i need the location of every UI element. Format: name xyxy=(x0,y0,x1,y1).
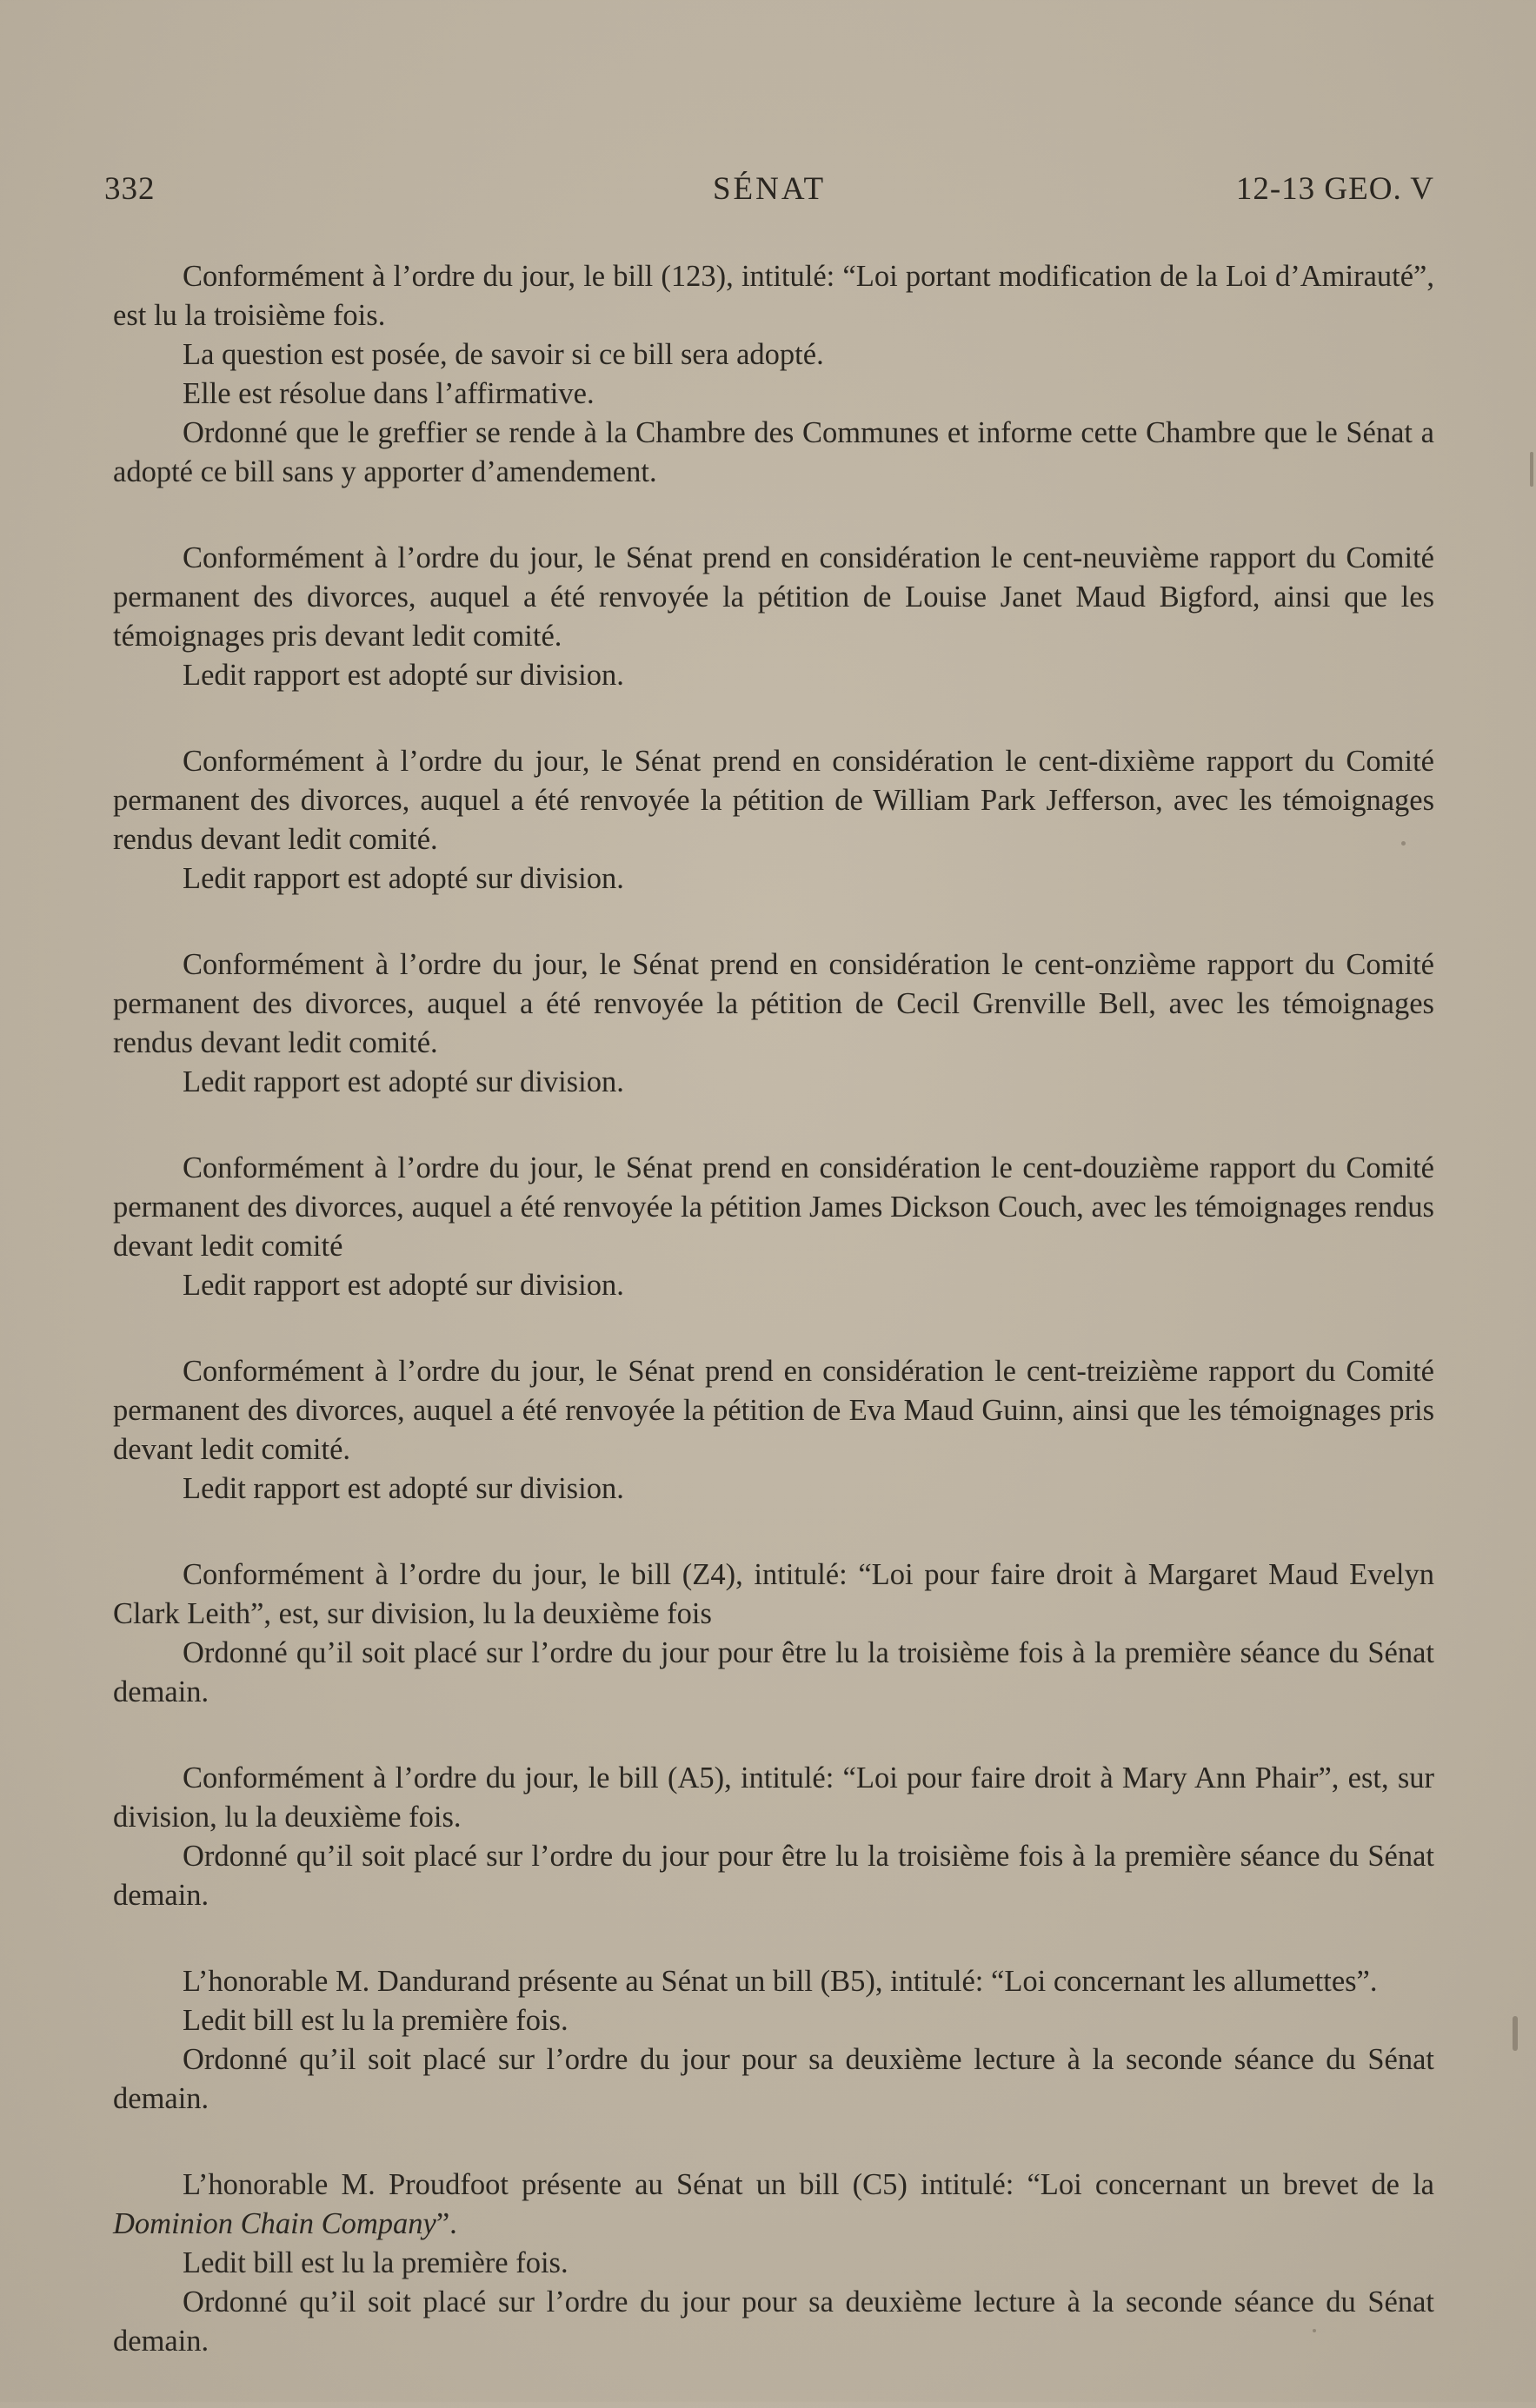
paper-speck xyxy=(1401,841,1406,846)
entry-report-111 xyxy=(113,945,1434,1102)
running-title: SÉNAT xyxy=(712,171,827,207)
paragraph-line: Ordonné qu’il soit placé sur l’ordre du jour pour sa deuxième lecture à la seconde séance du Sénat demain. xyxy=(113,2285,1434,2358)
paragraph-line: Ordonné qu’il soit placé sur l’ordre du jour pour être lu la troisième fois à la première séance du Sénat demain. xyxy=(113,1636,1434,1708)
paragraph-line: Conformément à l’ordre du jour, le Sénat prend en considération le cent-dixième rapport du Comité permanent des divorces, auquel a été renvoyée la pétition de William Park Jefferson, avec les témoignages rendus devant ledit comité. xyxy=(113,745,1434,856)
page-header xyxy=(104,170,1434,214)
paragraph-line: Ordonné qu’il soit placé sur l’ordre du jour pour être lu la troisième fois à la première séance du Sénat demain. xyxy=(113,1840,1434,1912)
paragraph-line: Conformément à l’ordre du jour, le Sénat prend en considération le cent-treizième rapport du Comité permanent des divorces, auquel a été renvoyée la pétition de Eva Maud Guinn, ainsi que les témoignages pris devant ledit comité. xyxy=(113,1355,1434,1466)
entry-bill-123 xyxy=(113,257,1434,492)
entry-report-113 xyxy=(113,1352,1434,1509)
entry-bill-a5 xyxy=(113,1759,1434,1915)
entry-report-112 xyxy=(113,1149,1434,1305)
paper-speck xyxy=(1513,2016,1518,2051)
paragraph-line: Conformément à l’ordre du jour, le bill (123), intitulé: “Loi portant modification de la Loi d’Amirauté”, est lu la troisième fois. xyxy=(113,260,1434,332)
paragraph-line: Ledit rapport est adopté sur division. xyxy=(183,1472,624,1505)
page-number: 332 xyxy=(104,171,156,207)
paragraph-line: Ledit rapport est adopté sur division. xyxy=(183,1065,624,1098)
paragraph-line: L’honorable M. Dandurand présente au Sénat un bill (B5), intitulé: “Loi concernant les allumettes”. xyxy=(183,1965,1378,1998)
journal-body xyxy=(113,257,1434,2408)
paper-speck xyxy=(1530,452,1533,487)
paragraph-line: La question est posée, de savoir si ce bill sera adopté. xyxy=(183,338,824,371)
paragraph-line: Ledit bill est lu la première fois. xyxy=(183,2246,569,2279)
paragraph-line: Conformément à l’ordre du jour, le bill (Z4), intitulé: “Loi pour faire droit à Margaret Maud Evelyn Clark Leith”, est, sur division, lu la deuxième fois xyxy=(113,1558,1434,1630)
company-name: Dominion Chain Company xyxy=(113,2207,436,2240)
session-label: 12-13 GEO. V xyxy=(1235,171,1434,207)
text-run: ”. xyxy=(436,2207,457,2240)
entry-bill-b5 xyxy=(113,1962,1434,2119)
paragraph-line: Ordonné qu’il soit placé sur l’ordre du jour pour sa deuxième lecture à la seconde séance du Sénat demain. xyxy=(113,2043,1434,2115)
paragraph-line: Ledit bill est lu la première fois. xyxy=(183,2004,569,2037)
paragraph-line: Ledit rapport est adopté sur division. xyxy=(183,1269,624,1302)
paragraph-line: Conformément à l’ordre du jour, le bill (A5), intitulé: “Loi pour faire droit à Mary Ann Phair”, est, sur division, lu la deuxième fois. xyxy=(113,1761,1434,1834)
text-run: L’honorable M. Proudfoot présente au Sénat un bill (C5) intitulé: “Loi concernant un brevet de la xyxy=(183,2168,1434,2201)
paragraph-line: Conformément à l’ordre du jour, le Sénat prend en considération le cent-onzième rapport du Comité permanent des divorces, auquel a été renvoyée la pétition de Cecil Grenville Bell, avec les témoignages rendus devant ledit comité. xyxy=(113,948,1434,1059)
paragraph-line: Conformément à l’ordre du jour, le Sénat prend en considération le cent-douzième rapport du Comité permanent des divorces, auquel a été renvoyée la pétition James Dickson Couch, avec les témoignages rendus devant ledit comité xyxy=(113,1151,1434,1263)
entry-report-109 xyxy=(113,539,1434,695)
paragraph-line: Ledit rapport est adopté sur division. xyxy=(183,862,624,895)
paragraph-line: Conformément à l’ordre du jour, le Sénat prend en considération le cent-neuvième rapport du Comité permanent des divorces, auquel a été renvoyée la pétition de Louise Janet Maud Bigford, ainsi que les témoignages pris devant ledit comité. xyxy=(113,541,1434,653)
entry-bill-z4 xyxy=(113,1556,1434,1712)
paper-speck xyxy=(1313,2329,1316,2332)
paragraph-line: Ordonné que le greffier se rende à la Chambre des Communes et informe cette Chambre que le Sénat a adopté ce bill sans y apporter d’amendement. xyxy=(113,416,1434,488)
paragraph-line: Elle est résolue dans l’affirmative. xyxy=(183,377,595,410)
paragraph-line xyxy=(113,2166,1434,2244)
entry-report-110 xyxy=(113,742,1434,899)
paragraph-line: Ledit rapport est adopté sur division. xyxy=(183,659,624,692)
entry-bill-c5 xyxy=(113,2166,1434,2361)
